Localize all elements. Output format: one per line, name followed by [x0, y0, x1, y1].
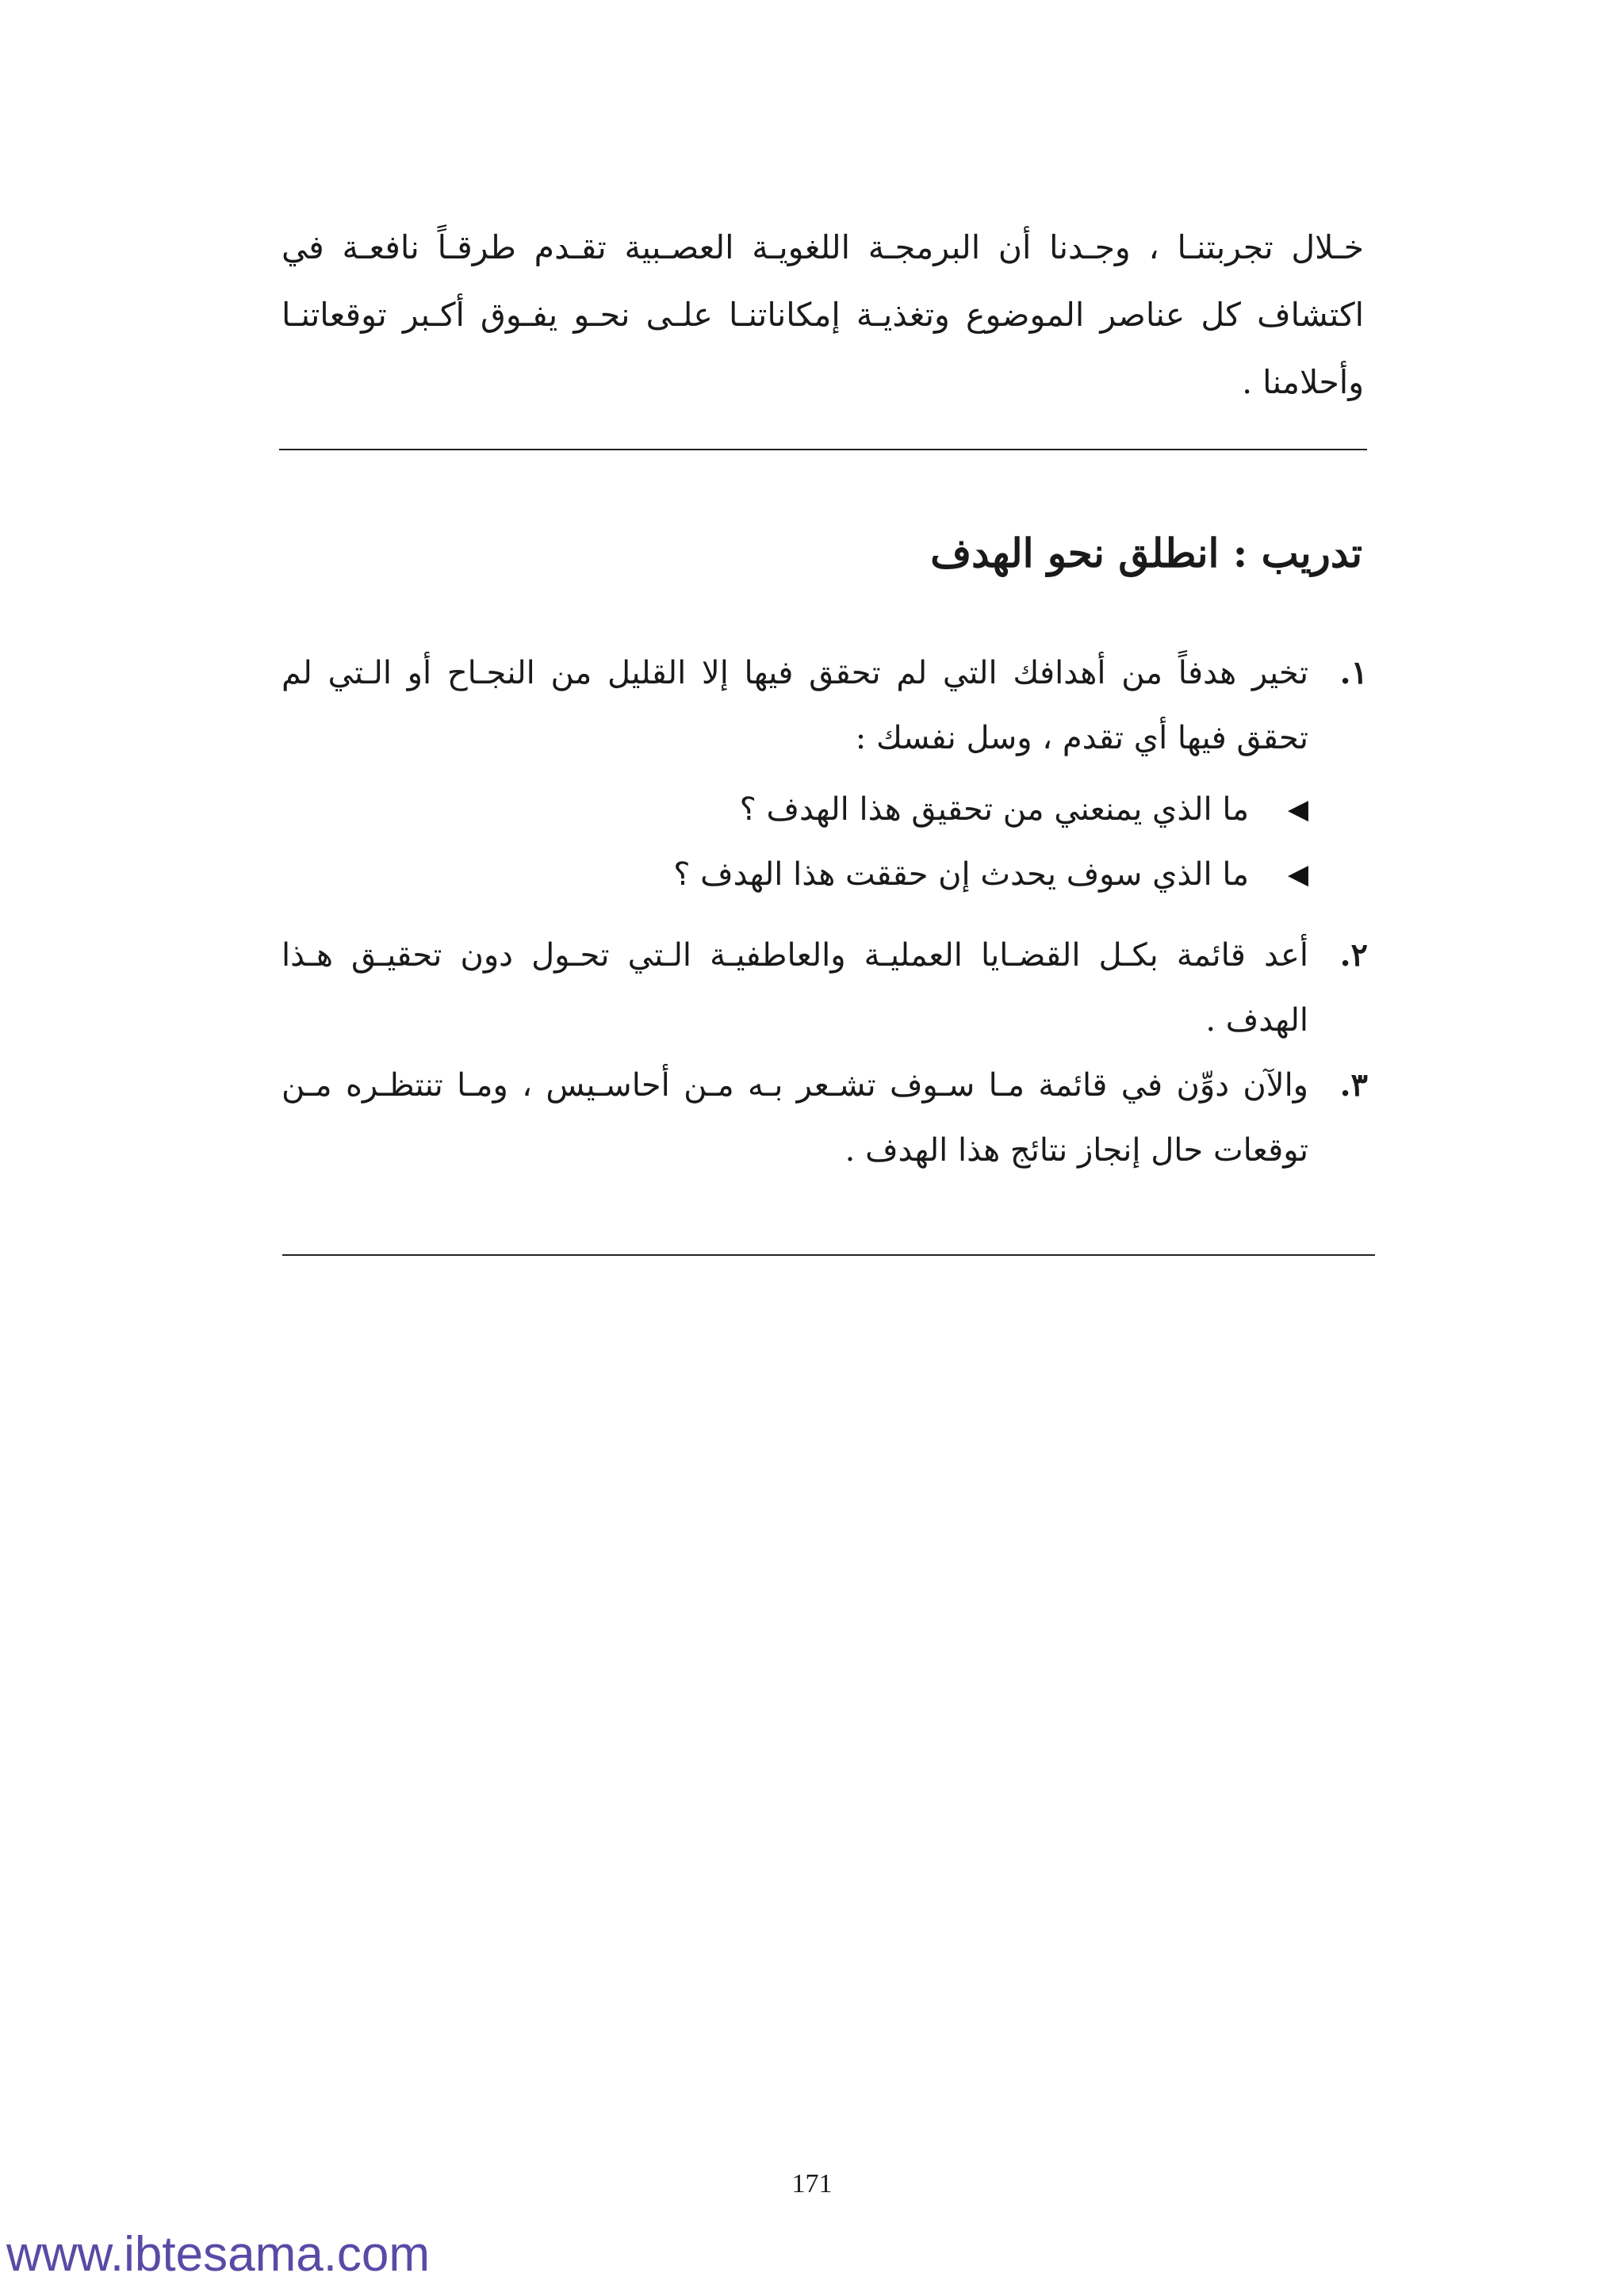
bullet-item-1 — [282, 777, 1308, 842]
exercise-item-2 — [282, 923, 1368, 1053]
exercise-heading: تدريب : انطلق نحو الهدف — [930, 530, 1362, 576]
intro-paragraph: خـلال تجربتنـا ، وجـدنا أن البرمجـة اللغويـة العصـبية تقـدم طرقـاً نافعـة في اكتشاف كل عناصر الموضوع وتغذيـة إمكاناتنـا علـى نحـو يفـوق أكـبر توقعاتنـا وأحلامنا . — [282, 228, 1364, 401]
page-number: 171 — [791, 2169, 833, 2198]
item-number-1: ١. — [1339, 654, 1368, 691]
bullet-text-1: ما الذي يمنعني من تحقيق هذا الهدف ؟ — [739, 791, 1249, 828]
bullet-text-2: ما الذي سوف يحدث إن حققت هذا الهدف ؟ — [673, 856, 1249, 893]
item-number-2: ٢. — [1339, 936, 1368, 974]
site-watermark: www.ibtesama.com — [6, 2227, 431, 2282]
exercise-item-1 — [282, 641, 1368, 907]
top-divider — [279, 449, 1367, 450]
item-number-3: ٣. — [1339, 1066, 1368, 1104]
item-text-3: والآن دوِّن في قائمة مـا سـوف تشـعر بـه مـن أحاسـيس ، ومـا تنتظـره مـن توقعات حال إنجاز نتائج هذا الهدف . — [282, 1067, 1308, 1169]
bottom-divider — [282, 1254, 1375, 1256]
exercise-list — [282, 641, 1368, 1183]
item-text-1: تخير هدفاً من أهدافك التي لم تحقق فيها إلا القليل من النجـاح أو الـتي لم تحقق فيها أي تقدم ، وسل نفسك : — [282, 655, 1308, 756]
exercise-item-3 — [282, 1053, 1368, 1183]
item-text-2: أعد قائمة بكـل القضـايا العمليـة والعاطفيـة الـتي تحـول دون تحقيـق هـذا الهدف . — [282, 937, 1308, 1039]
left-pointing-triangle-icon: ◀ — [1287, 794, 1308, 825]
item-1-bullets — [282, 777, 1308, 907]
left-pointing-triangle-icon: ◀ — [1287, 859, 1308, 890]
bullet-item-2 — [282, 842, 1308, 907]
